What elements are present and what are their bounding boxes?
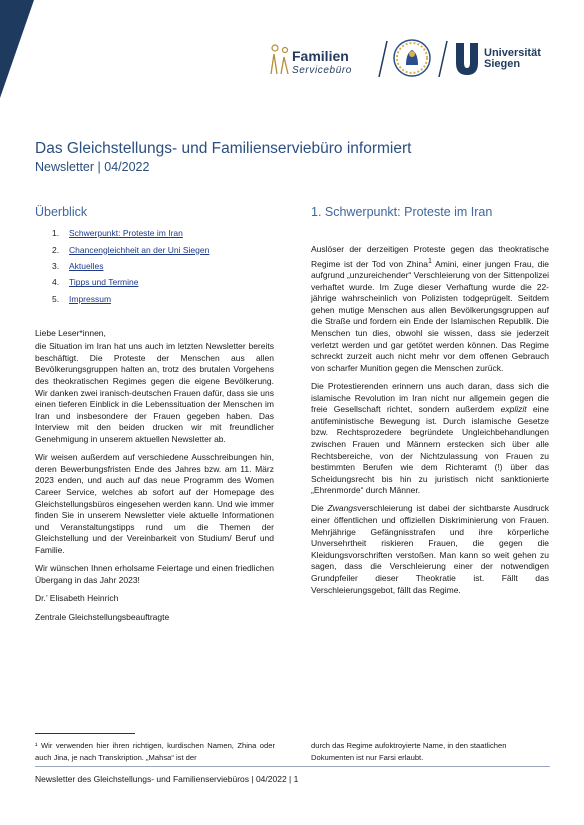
- footnote-text: ¹ Wir verwenden hier ihren richtigen, kurdischen Namen, Zhina oder auch Jina, je nach Transkription. „Mahsa“ ist der: [35, 741, 275, 762]
- section-body: [311, 244, 549, 603]
- overview-item: 1. Schwerpunkt: Proteste im Iran: [52, 228, 183, 239]
- overview-item: 2. Chancengleichheit an der Uni Siegen: [52, 244, 210, 255]
- toc-link-tipps[interactable]: Tipps und Termine: [69, 277, 139, 288]
- footnote-text-continued: durch das Regime aufoktroyierte Name, in den staatlichen Dokumenten ist nur Farsi erlaubt.: [311, 741, 507, 762]
- letter-paragraph: die Situation im Iran hat uns auch im letzten Newsletter bereits beschäftigt. Die Proteste der Menschen aus allen Bevölkerungsgruppen halten an, trotz des brutalen Vorgehens des theokratischen Regimes gegen die eigene Bevölkerung. Wir danken zwei iranisch-deutschen Frauen dafür, dass sie uns einen tieferen Einblick in die Lebenssituation der Menschen im Iran und insbesondere der Frauen gegeben haben. Das Interview mit den beiden drucken wir mit freundlicher Genehmigung in unserem aktuellen Newsletter ab.: [35, 341, 274, 444]
- overview-list: [52, 225, 209, 307]
- university-u-logo: [454, 41, 480, 77]
- divider-slash: [438, 40, 448, 78]
- corner-accent: [0, 0, 34, 98]
- divider-slash: [378, 40, 388, 78]
- gleichstellung-seal-logo: [392, 38, 432, 78]
- section-heading: 1. Schwerpunkt: Proteste im Iran: [311, 205, 493, 219]
- header-logos: [270, 38, 570, 82]
- footer-rule: [35, 766, 550, 767]
- footnote-rule: [35, 733, 135, 734]
- letter-paragraph: Wir weisen außerdem auf verschiedene Ausschreibungen hin, deren Bewerbungsfristen Ende des Jahres bzw. am 11. März 2023 enden, und auch auf das neue Programm des Women Career Service, welches ab sofort auf der Homepage des Gleichstellungsbüros eingesehen werden kann. Und wie immer finden Sie in unserem Newsletter viele aktuelle Informationen und Veranstaltungstipps rund um die Themen der Gleichstellung und der Vereinbarkeit von Studium/ Beruf und Familie.: [35, 452, 274, 555]
- familien-subtitle: Servicebüro: [292, 65, 352, 76]
- toc-link-chancengleichheit[interactable]: Chancengleichheit an der Uni Siegen: [69, 244, 210, 255]
- page-title: Das Gleichstellungs- und Familienserviebüro informiert: [35, 140, 412, 157]
- university-name: Universität Siegen: [484, 47, 541, 70]
- page-subtitle: Newsletter | 04/2022: [35, 160, 150, 174]
- overview-item: 4. Tipps und Termine: [52, 277, 139, 288]
- letter-greeting: Liebe Leser*innen,: [35, 328, 106, 338]
- overview-item: 3. Aktuelles: [52, 260, 104, 271]
- section-paragraph: Die Protestierenden erinnern uns auch daran, dass sich die islamische Revolution im Iran nicht nur allgemein gegen die freie Gesellschaft richtet, sondern außerdem explizit eine antifeministische Bewegung ist. Durch islamische Gesetze bzw. Rechtsprozedere begründete Ungleichbehandlungen zwischen Frauen und Männern erstecken sich über alle Rechtsbereiche, von der Nichtzulassung von Frauen zu bestimmten Berufen wie dem Richteramt (!) über das Scheidungsrecht bis hin zu juristisch nicht sanktionierte „Ehrenmorde“ durch Männer.: [311, 380, 549, 496]
- toc-link-impressum[interactable]: Impressum: [69, 293, 112, 304]
- footnote-ref: 1: [427, 256, 432, 265]
- letter-signature: Dr.’ Elisabeth Heinrich: [35, 592, 119, 603]
- overview-item: 5. Impressum: [52, 293, 112, 304]
- letter-paragraph: Wir wünschen Ihnen erholsame Feiertage und einen friedlichen Übergang in das Jahr 2023!: [35, 563, 274, 585]
- toc-link-aktuelles[interactable]: Aktuelles: [69, 260, 104, 271]
- overview-heading: Überblick: [35, 205, 88, 219]
- familien-title: Familien: [292, 48, 349, 64]
- letter-role: Zentrale Gleichstellungsbeauftragte: [35, 612, 170, 623]
- toc-link-schwerpunkt[interactable]: Schwerpunkt: Proteste im Iran: [69, 228, 183, 239]
- familien-servicebuero-logo: [270, 40, 378, 80]
- page-footer: Newsletter des Gleichstellungs- und Familienserviebüros | 04/2022 | 1: [35, 774, 299, 784]
- section-paragraph: Die Zwangsverschleierung ist dabei der sichtbarste Ausdruck einer öffentlichen und offiziellen Diskriminierung von Frauen. Mehrjährige Gefängnisstrafen und ihre körperliche Unversehrtheit riskieren Frauen, die gegen die Kleidungsvorschriften verstoßen. Man kann so weit gehen zu sagen, dass die Verschleierung einer der notwendigen Grundpfeiler dieser Theokratie ist. Fällt das Verschleierungsgebot, fällt das Regime.: [311, 503, 549, 595]
- section-paragraph: Auslöser der derzeitigen Proteste gegen das theokratische Regime ist der Tod von Zhina$^1$ Amini, einer jungen Frau, die aufgrund „unzureichender“ Verschleierung von der Sittenpolizei verhaftet wurde. Im Zuge dieser Verhaftung wurde die 22-jährige wahrscheinlich von Polizisten todgeprügelt. Seitdem gehen mutige Menschen aus allen Bevölkerungsgruppen auf die Straße und fordern ein Ende der Islamischen Republik. Die Menschen tun dies, obwohl sie wissen, dass sie jederzeit verletzt werden und gar getötet werden können. Das Regime schreckt zurzeit auch nicht mehr vor dem offenen Gebrauch von scharfer Munition gegen die Menschen zurück.: [311, 244, 549, 373]
- editorial-letter: [35, 328, 274, 631]
- family-figures-icon: [270, 44, 292, 76]
